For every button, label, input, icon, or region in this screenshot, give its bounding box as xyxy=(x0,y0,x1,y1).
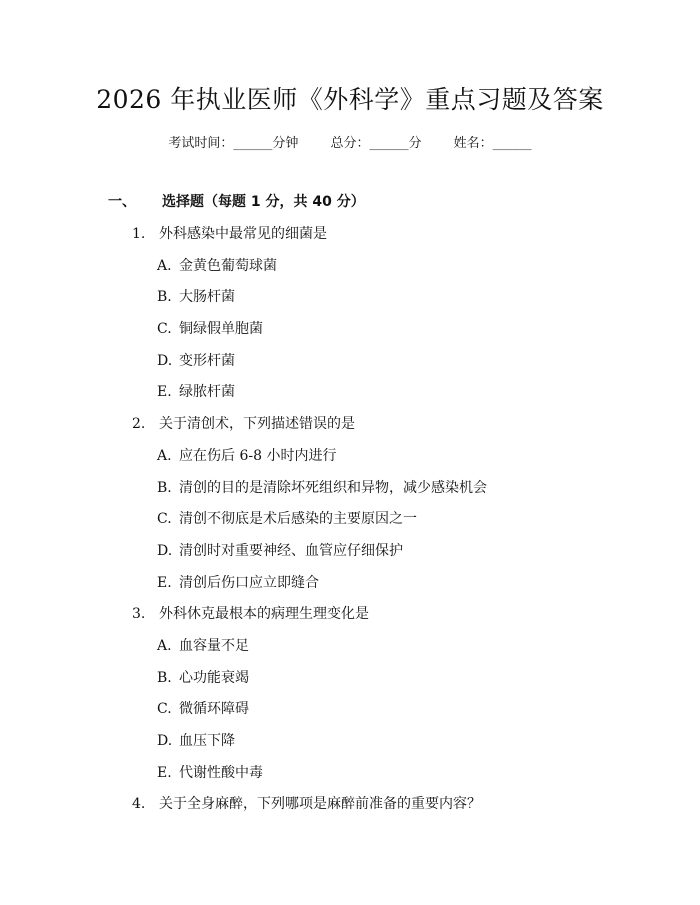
option xyxy=(0,446,700,478)
option xyxy=(0,319,700,351)
option-label: B. xyxy=(157,289,172,306)
option-label: B. xyxy=(157,479,172,496)
option xyxy=(0,636,700,668)
option xyxy=(0,541,700,573)
question-list xyxy=(0,224,700,826)
option-text: 绿脓杆菌 xyxy=(179,384,235,401)
question-text: 外科感染中最常见的细菌是 xyxy=(159,226,327,242)
option-label: E. xyxy=(157,384,172,401)
section-number: 一、 xyxy=(108,194,136,210)
option-text: 血容量不足 xyxy=(179,637,249,654)
option-label: A. xyxy=(157,637,172,654)
option-text: 铜绿假单胞菌 xyxy=(179,321,263,338)
question-text: 外科休克最根本的病理生理变化是 xyxy=(159,606,369,623)
option-text: 应在伤后 6-8 小时内进行 xyxy=(179,447,337,464)
option-label: B. xyxy=(157,669,172,686)
total-score-field: 总分：______分 xyxy=(330,136,422,151)
option-label: C. xyxy=(157,701,172,718)
option xyxy=(0,509,700,541)
option-label: D. xyxy=(157,733,173,749)
option xyxy=(0,763,700,795)
option-text: 清创的目的是清除坏死组织和异物，减少感染机会 xyxy=(179,479,487,496)
section-title: 选择题（每题 1 分，共 40 分） xyxy=(162,194,365,210)
option-text: 血压下降 xyxy=(179,733,235,749)
option-text: 微循环障碍 xyxy=(179,701,249,718)
question-2 xyxy=(0,414,700,446)
option-text: 代谢性酸中毒 xyxy=(179,764,263,781)
option xyxy=(0,668,700,700)
option-text: 心功能衰竭 xyxy=(179,669,249,686)
question-4 xyxy=(0,794,700,826)
option-label: D. xyxy=(157,352,173,369)
exam-time-field: 考试时间：______分钟 xyxy=(168,136,299,151)
option-text: 金黄色葡萄球菌 xyxy=(179,257,277,274)
name-field: 姓名：______ xyxy=(453,136,532,151)
option xyxy=(0,478,700,510)
option-text: 清创不彻底是术后感染的主要原因之一 xyxy=(179,511,417,528)
option xyxy=(0,256,700,288)
question-text: 关于全身麻醉，下列哪项是麻醉前准备的重要内容？ xyxy=(159,796,481,813)
section-heading xyxy=(108,191,365,211)
option-text: 清创后伤口应立即缝合 xyxy=(179,574,319,591)
question-3 xyxy=(0,604,700,636)
option xyxy=(0,287,700,319)
option xyxy=(0,699,700,731)
option-label: E. xyxy=(157,574,172,591)
question-text: 关于清创术，下列描述错误的是 xyxy=(159,416,355,433)
option-label: C. xyxy=(157,321,172,338)
option xyxy=(0,573,700,605)
option-text: 变形杆菌 xyxy=(179,352,235,369)
option-label: C. xyxy=(157,511,172,528)
question-number: 3. xyxy=(132,606,146,623)
exam-meta xyxy=(0,132,700,151)
option-text: 清创时对重要神经、血管应仔细保护 xyxy=(179,542,403,559)
option-label: A. xyxy=(157,447,172,464)
option-text: 大肠杆菌 xyxy=(179,289,235,306)
option-label: E. xyxy=(157,764,172,781)
option xyxy=(0,382,700,414)
option-label: A. xyxy=(157,257,172,274)
question-number: 4. xyxy=(132,796,146,813)
question-number: 2. xyxy=(132,416,146,433)
option xyxy=(0,731,700,763)
option xyxy=(0,351,700,383)
question-1 xyxy=(0,224,700,256)
document-title: 2026 年执业医师《外科学》重点习题及答案 xyxy=(96,85,604,114)
option-label: D. xyxy=(157,542,173,559)
question-number: 1. xyxy=(132,226,146,242)
